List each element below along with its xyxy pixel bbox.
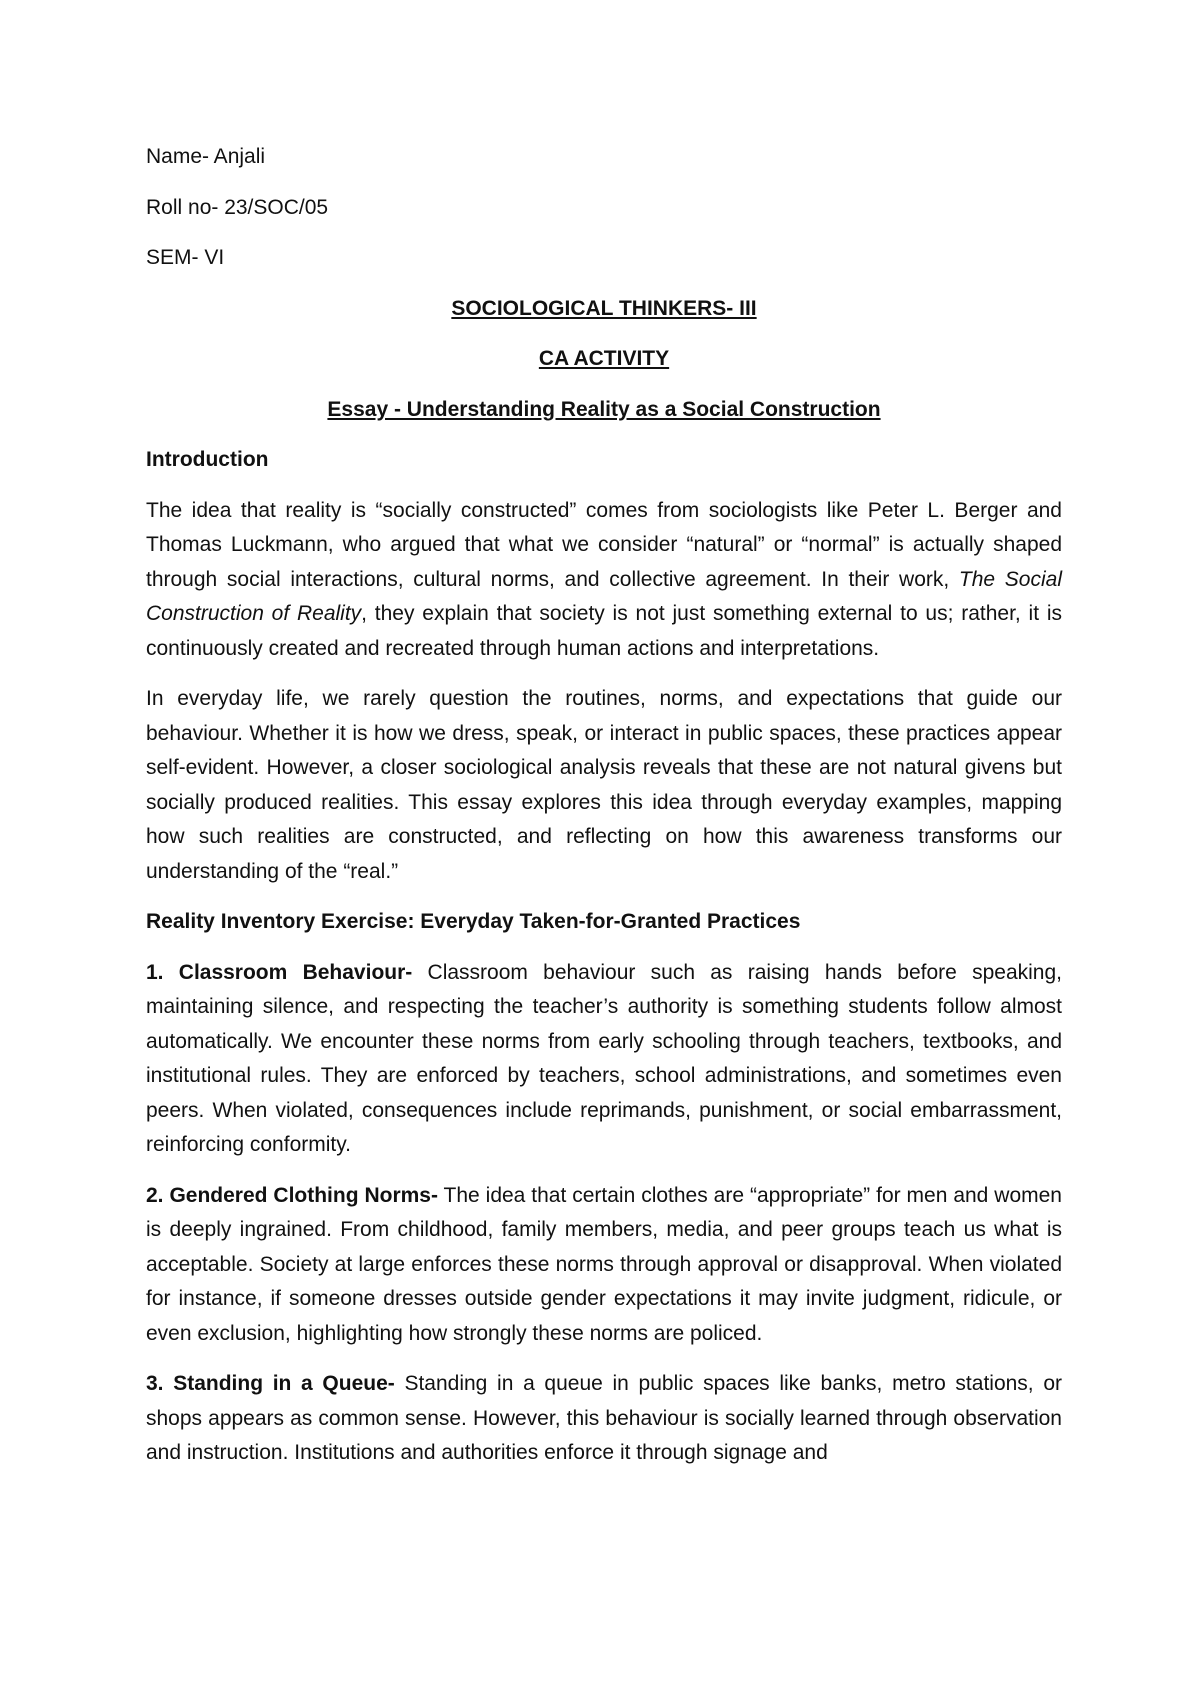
item-lead: 3. Standing in a Queue-	[146, 1372, 395, 1395]
intro-p1-text-start: The idea that reality is “socially constructed” comes from sociologists like Peter L. Berger and Thomas Luckmann, who argued that what we consider “natural” or “normal” is actually shaped through social interactions, cultural norms, and collective agreement. In their work,	[146, 498, 1062, 591]
essay-title: Essay - Understanding Reality as a Social Construction	[327, 397, 881, 421]
student-name: Name- Anjali	[146, 145, 266, 168]
introduction-heading: Introduction	[146, 448, 269, 471]
activity-title: CA ACTIVITY	[538, 347, 670, 370]
introduction-paragraph-2: In everyday life, we rarely question the routines, norms, and expectations that guide our behaviour. Whether it is how we dress, speak, or interact in public spaces, these practices appear self-evident. However, a closer sociological analysis reveals that these are not natural givens but socially produced realities. This essay explores this idea through everyday examples, mapping how such realities are constructed, and reflecting on how this awareness transforms our understanding of the “real.”	[146, 687, 1062, 883]
inventory-item-clothing	[146, 1179, 1062, 1352]
course-title: SOCIOLOGICAL THINKERS- III	[451, 296, 757, 320]
introduction-paragraph-1	[146, 494, 1062, 667]
inventory-item-classroom	[146, 956, 1062, 1163]
item-text: Standing in a queue in public spaces like banks, metro stations, or shops appears as common sense. However, this behaviour is socially learned through observation and instruction. Institutions and authorities enforce it through signage and	[146, 1372, 1063, 1464]
item-lead: 1. Classroom Behaviour-	[146, 960, 413, 984]
inventory-item-queue	[146, 1367, 1062, 1471]
item-text: Classroom behaviour such as raising hands before speaking, maintaining silence, and respecting the teacher’s authority is something students follow almost automatically. We encounter these norms from early schooling through teachers, textbooks, and institutional rules. They are enforced by teachers, school administrations, and sometimes even peers. When violated, consequences include reprimands, punishment, or social embarrassment, reinforcing conformity.	[146, 960, 1062, 1156]
document-body	[146, 140, 1062, 1487]
intro-p1-text-end: , they explain that society is not just something external to us; rather, it is continuously created and recreated through human actions and interpretations.	[146, 602, 1062, 660]
book-title: The Social Construction of Reality	[146, 567, 1062, 625]
item-text: The idea that certain clothes are “appropriate” for men and women is deeply ingrained. From childhood, family members, media, and peer groups teach us what is acceptable. Society at large enforces these norms through approval or disapproval. When violated for instance, if someone dresses outside gender expectations it may invite judgment, ridicule, or even exclusion, highlighting how strongly these norms are policed.	[146, 1183, 1062, 1345]
inventory-heading: Reality Inventory Exercise: Everyday Taken-for-Granted Practices	[146, 910, 801, 933]
item-lead: 2. Gendered Clothing Norms-	[146, 1183, 438, 1207]
semester: SEM- VI	[146, 246, 225, 269]
roll-number: Roll no- 23/SOC/05	[146, 195, 329, 219]
